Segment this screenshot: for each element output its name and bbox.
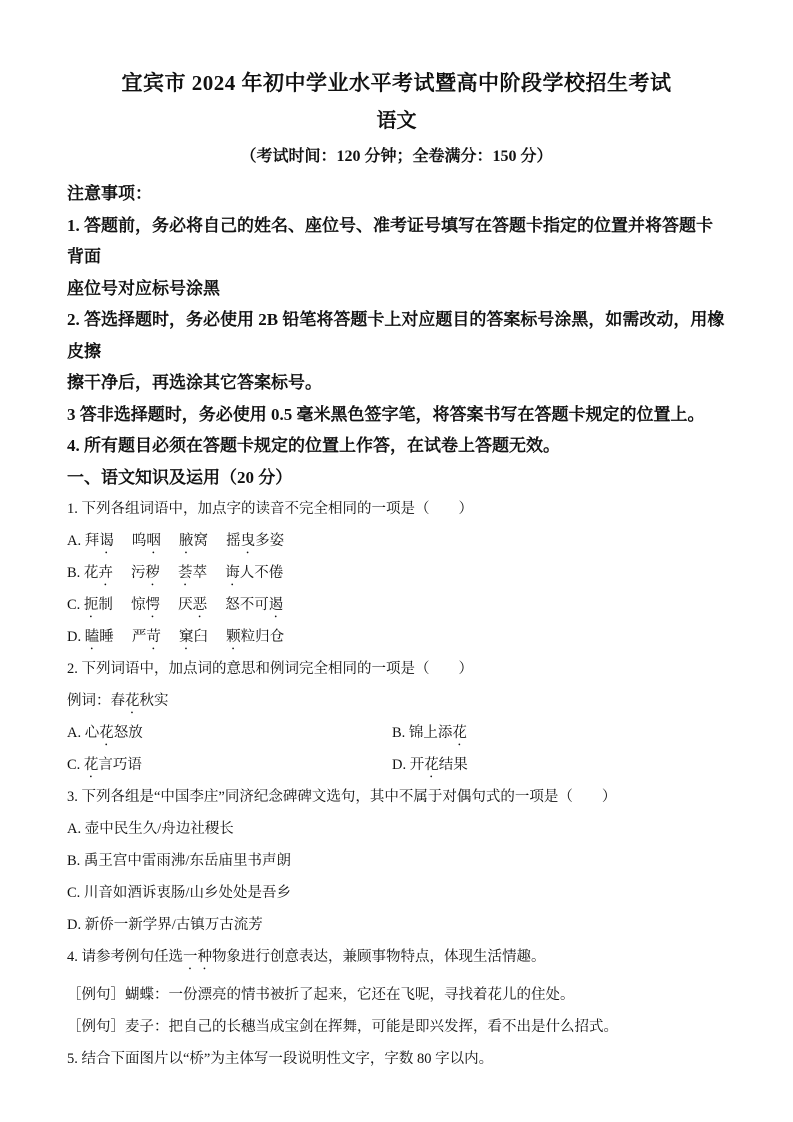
q2-option-b: B. 锦上添花 bbox=[392, 725, 467, 741]
notice-line-3: 3 答非选择题时，务必使用 0.5 毫米黑色签字笔，将答案书写在答题卡规定的位置上。 bbox=[67, 404, 705, 424]
questions-area bbox=[67, 493, 726, 1075]
question-5 bbox=[67, 1043, 726, 1075]
q2-option-a: A. 心花怒放 bbox=[67, 725, 143, 741]
question-3 bbox=[67, 781, 726, 941]
notice-line-1b: 座位号对应标号涂黑 bbox=[67, 278, 220, 298]
q3-stem: 3. 下列各组是“中国李庄”同济纪念碑碑文选句，其中不属于对偶句式的一项是（ ） bbox=[67, 789, 617, 805]
q2-option-row-2 bbox=[67, 749, 726, 781]
notice-line-2: 2. 答选择题时，务必使用 2B 铅笔将答题卡上对应题目的答案标号涂黑，如需改动，用橡皮擦 bbox=[67, 310, 725, 361]
notice-line-1: 1. 答题前，务必将自己的姓名、座位号、准考证号填写在答题卡指定的位置并将答题卡背面 bbox=[67, 215, 713, 266]
exam-title: 宜宾市 2024 年初中学业水平考试暨高中阶段学校招生考试 bbox=[121, 71, 672, 95]
q3-option-a: A. 壶中民生久/舟边社稷长 bbox=[67, 821, 234, 837]
subject-title: 语文 bbox=[376, 110, 417, 132]
q4-example-2: ［例句］麦子：把自己的长穗当成宝剑在挥舞，可能是即兴发挥，看不出是什么招式。 bbox=[67, 1019, 618, 1035]
q2-example: 例词：春花秋实 bbox=[67, 693, 169, 709]
q1-option-c: C. 扼制 惊愕 厌恶 怒不可遏 bbox=[67, 597, 284, 613]
q3-option-b: B. 禹王宫中雷雨沸/东岳庙里书声朗 bbox=[67, 853, 291, 869]
notice-section bbox=[67, 178, 726, 462]
q4-stem: 4. 请参考例句任选一种物象进行创意表达，兼顾事物特点，体现生活情趣。 bbox=[67, 949, 546, 965]
q2-option-d: D. 开花结果 bbox=[392, 757, 468, 773]
q1-option-b: B. 花卉 污秽 荟萃 诲人不倦 bbox=[67, 565, 284, 581]
q4-example-1: ［例句］蝴蝶：一份漂亮的情书被折了起来，它还在飞呢，寻找着花儿的住处。 bbox=[67, 987, 575, 1003]
question-2 bbox=[67, 653, 726, 781]
q1-stem: 1. 下列各组词语中，加点字的读音不完全相同的一项是（ ） bbox=[67, 501, 473, 517]
question-4 bbox=[67, 941, 726, 1043]
q5-stem: 5. 结合下面图片以“桥”为主体写一段说明性文字，字数 80 字以内。 bbox=[67, 1051, 494, 1067]
exam-info-line: （考试时间：120 分钟；全卷满分：150 分） bbox=[240, 148, 553, 165]
q2-stem: 2. 下列词语中，加点词的意思和例词完全相同的一项是（ ） bbox=[67, 661, 473, 677]
q2-option-row-1 bbox=[67, 717, 726, 749]
notice-heading: 注意事项： bbox=[67, 184, 152, 203]
q3-option-c: C. 川音如酒诉衷肠/山乡处处是吾乡 bbox=[67, 885, 291, 901]
q1-option-a: A. 拜谒 呜咽 腋窝 摇曳多姿 bbox=[67, 533, 285, 549]
q1-option-d: D. 瞌睡 严苛 窠臼 颗粒归仓 bbox=[67, 629, 285, 645]
section-1-heading: 一、语文知识及运用（20 分） bbox=[67, 467, 293, 487]
q2-option-c: C. 花言巧语 bbox=[67, 757, 142, 773]
notice-line-4: 4. 所有题目必须在答题卡规定的位置上作答，在试卷上答题无效。 bbox=[67, 436, 560, 455]
q3-option-d: D. 新侨一新学界/古镇万古流芳 bbox=[67, 917, 263, 933]
question-1 bbox=[67, 493, 726, 653]
notice-line-2b: 擦干净后，再选涂其它答案标号。 bbox=[67, 373, 322, 392]
